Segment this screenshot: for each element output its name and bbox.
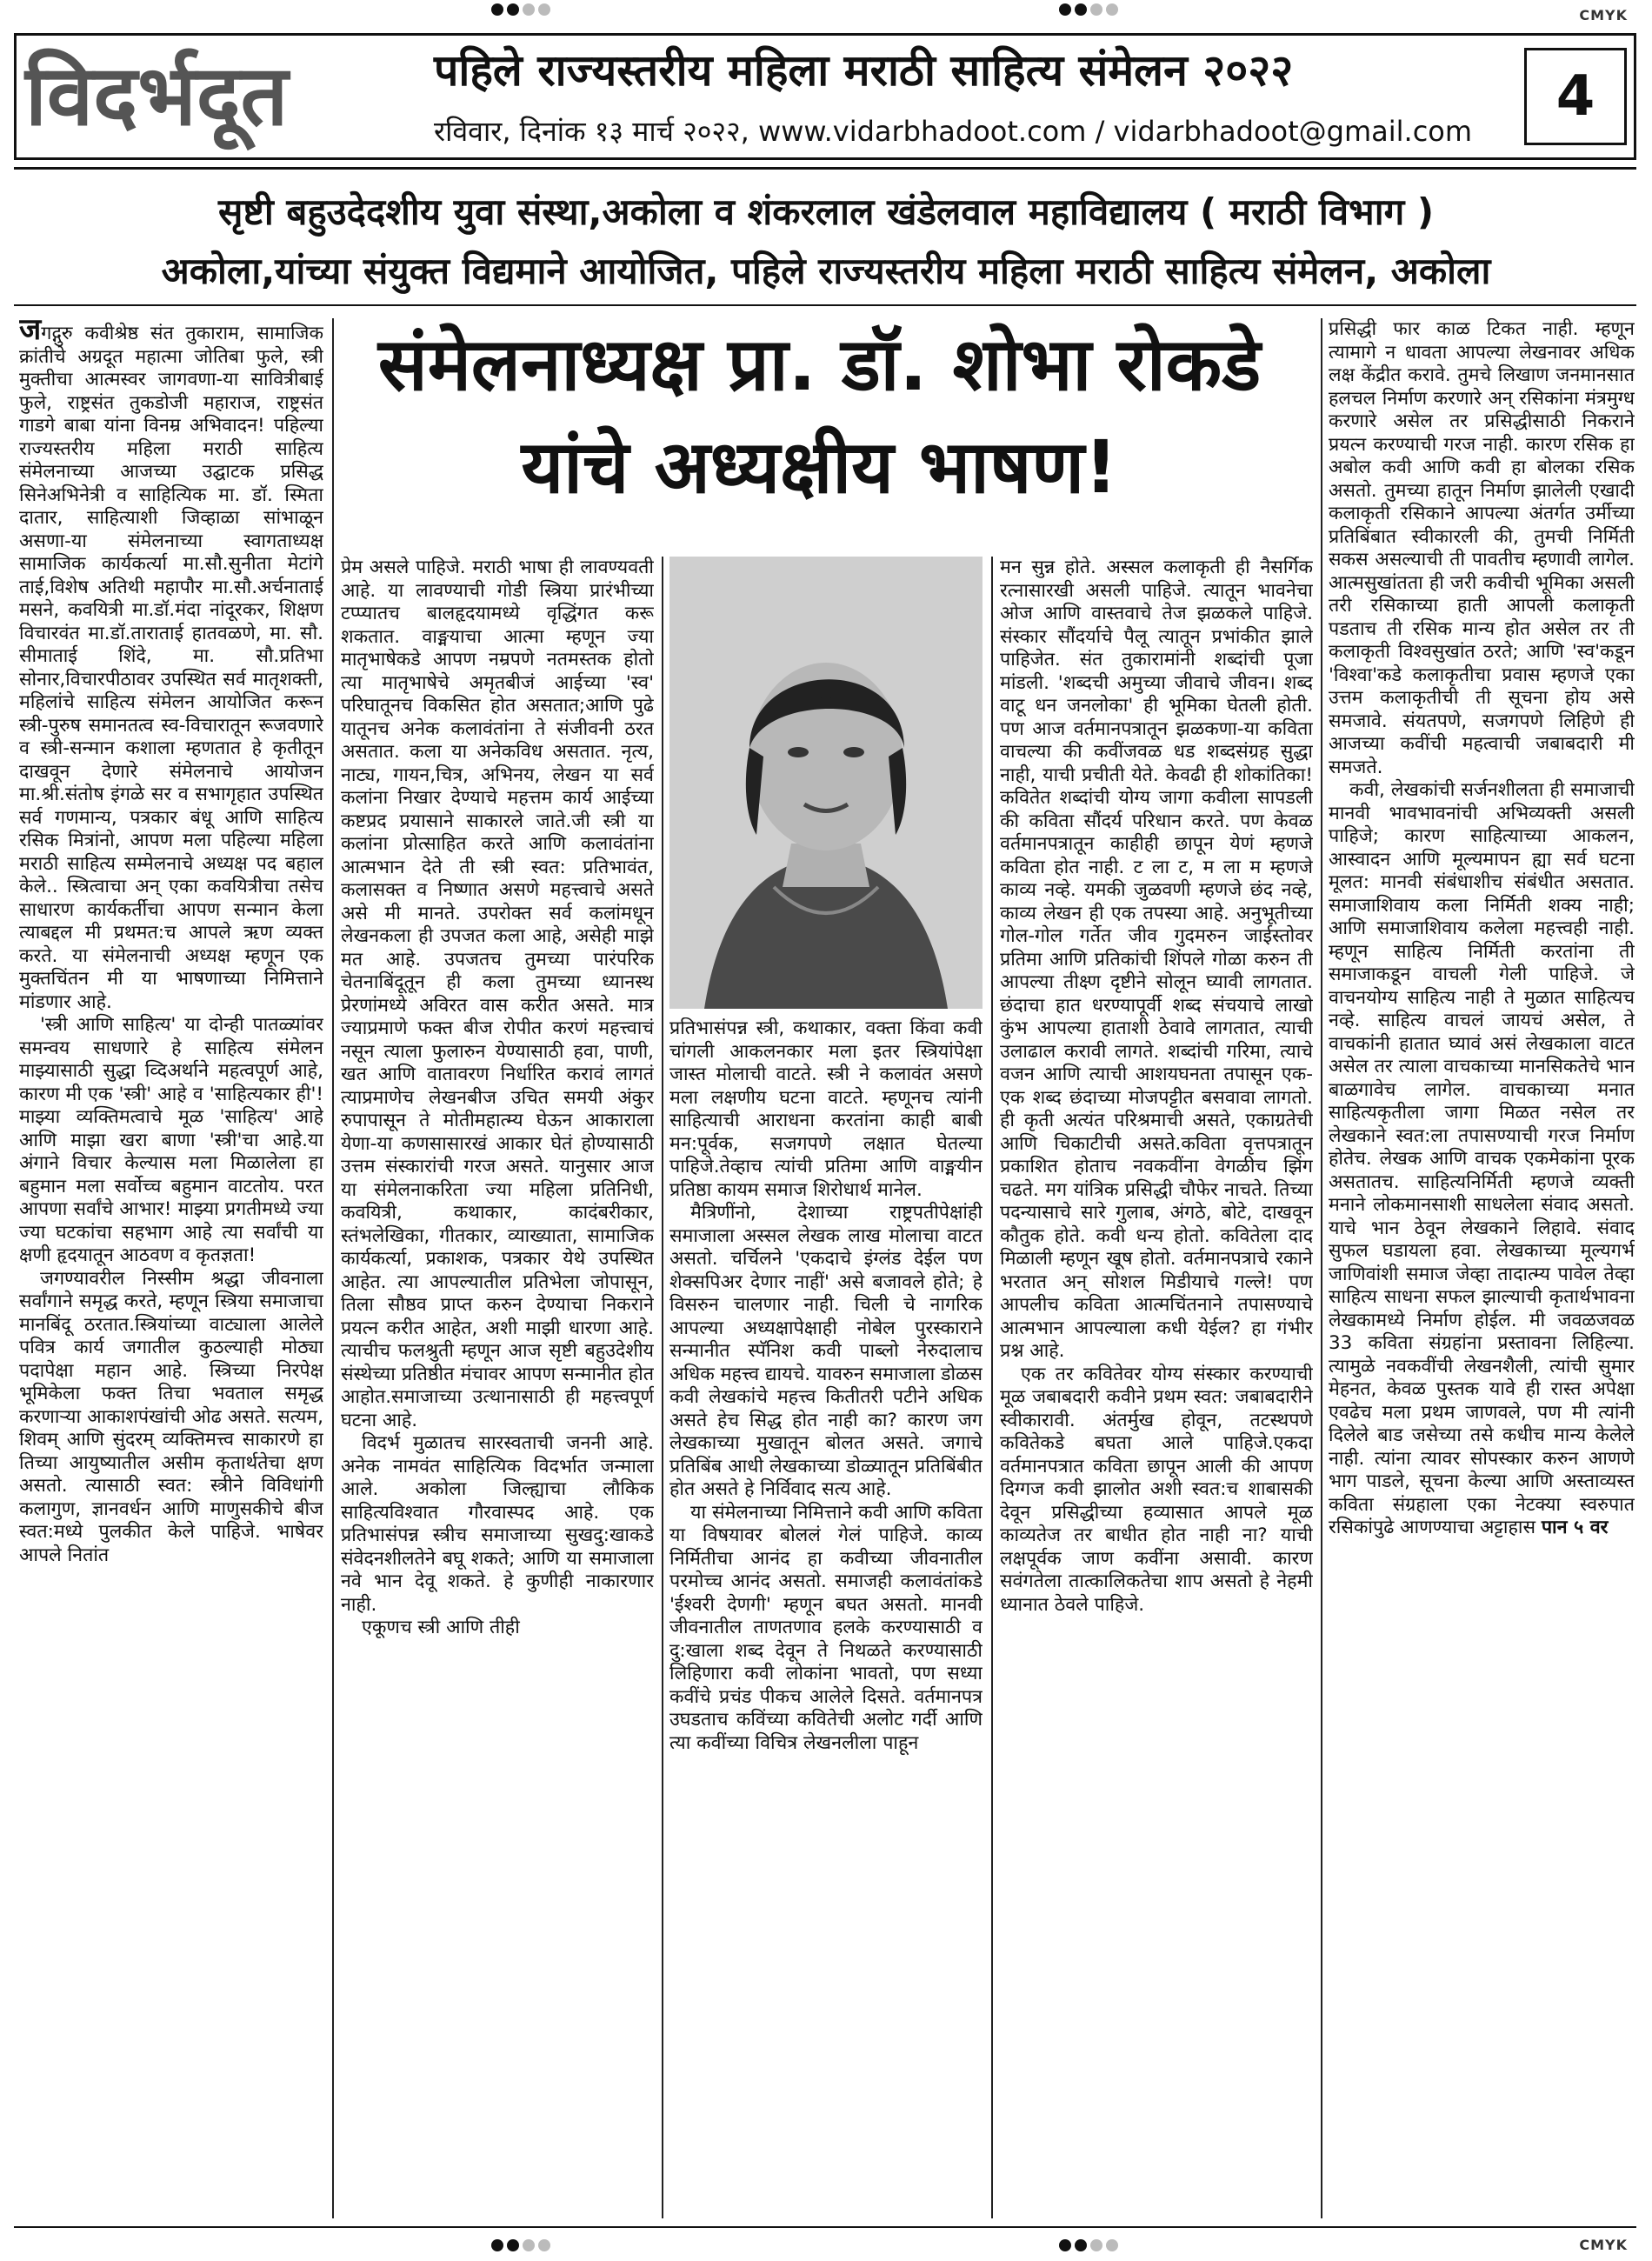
registration-mark-top-right: [1059, 3, 1118, 16]
edition-title: पहिले राज्यस्तरीय महिला मराठी साहित्य संमेलन २०२२: [434, 45, 1294, 96]
portrait-photo: [669, 557, 983, 1009]
headline: [326, 313, 1313, 518]
headline-line-1: संमेलनाध्यक्ष प्रा. डॉ. शोभा रोकडे: [377, 322, 1262, 407]
newspaper-name: विदर्भदूत: [25, 47, 289, 144]
article-paragraph: 'स्त्री आणि साहित्य' या दोन्ही पातळ्यांवर समन्वय साधणारे हे साहित्य संमेलन माझ्यासाठी सुद्धा व्दिअर्थाने महत्वपूर्ण आहे, कारण मी एक 'स्त्री' आहे व 'साहित्यकार ही'! माझ्या व्यक्तिमत्वाचे मूळ 'साहित्य' आहे आणि माझा खरा बाणा 'स्त्री'चा आहे.या अंगाने विचार केल्यास मला मिळालेला हा बहुमान मला सर्वोच्च बहुमान वाटतोय. परत आपणा सर्वांचे आभार! माझ्या प्रगतीमध्ये ज्या ज्या घटकांचा सहभाग आहे त्या सर्वांची या क्षणी हृदयातून आठवण व कृतज्ञता!: [19, 1014, 323, 1266]
article-column-4: [1000, 557, 1313, 2218]
masthead: [14, 33, 1636, 160]
registration-mark-bottom-left: [491, 2239, 550, 2251]
column-rule: [662, 557, 663, 2218]
article-column-3: [669, 1017, 983, 2218]
organizer-line-2: अकोला,यांच्या संयुक्त विद्यमाने आयोजित, पहिले राज्यस्तरीय महिला मराठी साहित्य संमेलन, अकोला: [161, 250, 1491, 292]
organizer-line-1: सृष्टी बहुउदेदशीय युवा संस्था,अकोला व शंकरलाल खंडेलवाल महाविद्यालय ( मराठी विभाग ): [217, 190, 1435, 233]
article-paragraph: या संमेलनाच्या निमित्ताने कवी आणि कविता या विषयावर बोललं गेलं पाहिजे. काव्य निर्मितीचा आनंद हा कवीच्या जीवनातील परमोच्च आनंद असतो. समाजही कलावंतांकडे 'ईश्वरी देणगी' म्हणून बघत असतो. मानवी जीवनातील ताणतणाव हलके करण्यासाठी व दु:खाला शब्द देवून ते निथळते करण्यासाठी लिहिणारा कवी लोकांना भावतो, पण सध्या कवींचे प्रचंड पीकच आलेले दिसते. वर्तमानपत्र उघडताच कविंच्या कवितेची अलोट गर्दी आणि त्या कवींच्या विचित्र लेखनलीला पाहून: [669, 1501, 983, 1754]
column-rule: [332, 318, 334, 2218]
article-column-2: [341, 557, 654, 2218]
article-column-5: [1329, 318, 1635, 2218]
article-paragraph: एकूणच स्त्री आणि तीही: [362, 1617, 520, 1638]
article-paragraph: जगण्यावरील निस्सीम श्रद्धा जीवनाला सर्वांगाने समृद्ध करते, म्हणून स्त्रिया समाजाचा मानबिंदू ठरतात.स्त्रियांच्या वाट्याला आलेले पवित्र कार्य जगातील कुठल्याही मोठ्या पदापेक्षा महान आहे. स्त्रिच्या निरपेक्ष भूमिकेला फक्त तिचा भवताल समृद्ध करणाऱ्या आकाशपंखांची ओढ असते. सत्यम, शिवम् आणि सुंदरम् व्यक्तिमत्त्व साकारणे हा तिच्या आयुष्यातील असीम कृतार्थतेचा क्षण असतो. त्यासाठी स्वत: स्त्रीने विविधांगी कलागुण, ज्ञानवर्धन आणि माणुसकीचे बीज स्वत:मध्ये पुलकीत केले पाहिजे. भाषेवर आपले नितांत: [19, 1267, 323, 1566]
article-paragraph-text: गद्गुरु कवीश्रेष्ठ संत तुकाराम, सामाजिक क्रांतीचे अग्रदूत महात्मा जोतिबा फुले, स्त्री मुक्तीचा आत्मस्वर जागवणा-या सावित्रीबाई फुले, राष्ट्रसंत तुकडोजी महाराज, राष्ट्रसंत गाडगे बाबा यांना विनम्र अभिवादन! पहिल्या राज्यस्तरीय महिला मराठी साहित्य संमेलनाच्या आजच्या उद्घाटक प्रसिद्ध सिनेअभिनेत्री व साहित्यिक मा. डॉ. स्मिता दातार, साहित्याशी जिव्हाळा सांभाळून असणा-या संमेलनाच्या स्वागताध्यक्ष सामाजिक कार्यकर्त्या मा.सौ.सुनीता मेटांगे ताई,विशेष अतिथी महापौर मा.सौ.अर्चनाताई मसने, कवयित्री मा.डॉ.मंदा नांदूरकर, शिक्षण विचारवंत मा.डॉ.ताराताई हातवळणे, मा. सौ. सीमाताई शिंदे, मा. सौ.प्रतिभा सोनार,विचारपीठावर उपस्थित सर्व मातृशक्ती, महिलांचे साहित्य संमेलन आयोजित करून स्त्री-पुरुष समानतत्व स्व-विचारातून रूजवणारे व स्त्री-सन्मान कशाला म्हणतात हे कृतीतून दाखवून देणारे संमेलनाचे आयोजन मा.श्री.संतोष इंगळे सर व सभागृहात उपस्थित सर्व गणमान्य, पत्रकार बंधू आणि साहित्य रसिक मित्रांनो, आपण मला पहिल्या महिला मराठी साहित्य सम्मेलनाचे अध्यक्ष पद बहाल केले.. स्त्रित्वाचा अन् एका कवयित्रीचा तसेच साधारण कार्यकर्तीचा आपण सन्मान केला त्याबद्दल मी प्रथमत:च आपले ऋण व्यक्त करते. या संमेलनाची अध्यक्ष म्हणून एक मुक्तचिंतन मी या भाषणाच्या निमित्ताने मांडणार आहे.: [19, 323, 323, 1013]
bottom-divider: [14, 2226, 1636, 2228]
registration-mark-top-left: [491, 3, 550, 16]
article-column-1: [19, 318, 323, 2218]
article-paragraph: मन सुन्न होते. अस्सल कलाकृती ही नैसर्गिक रत्नासारखी असली पाहिजे. त्यातून भावनेचा ओज आणि वास्तवाचे तेज झळकले पाहिजे. संस्कार सौंदर्याचे पैलू त्यातून प्रभांकीत झाले पाहिजेत. संत तुकारामांनी शब्दांची पूजा मांडली. 'शब्दची अमुच्या जीवाचे जीवन। शब्द वाटू धन जनलोका' ही भूमिका घेतली होती. पण आज वर्तमानपत्रातून झळकणा-या कविता वाचल्या की कवींजवळ धड शब्दसंग्रह सुद्धा नाही, याची प्रचीती येते. केवढी ही शोकांतिका! कवितेत शब्दांची योग्य जागा कवीला सापडली की कविता सौंदर्य परिधान करते. पण केवळ वर्तमानपत्रातून काहीही छापून येणं म्हणजे कविता होत नाही. ट ला ट, म ला म म्हणजे काव्य नव्हे. यमकी जुळवणी म्हणजे छंद नव्हे, काव्य लेखन ही एक तपस्या आहे. अनुभूतीच्या गोल-गोल गर्तेत जीव गुदमरुन जाईस्तोवर प्रतिमा आणि प्रतिकांची शिंपले गोळा करुन ती आपल्या तीक्ष्ण दृष्टीने सोलून घ्यावी लागतात. छंदाचा हात धरण्यापूर्वी शब्द संचयाचे लाखो कुंभ आपल्या हाताशी ठेवावे लागतात, त्याची उलाढाल करावी लागते. शब्दांची गरिमा, त्याचे वजन आणि त्याची आशयघनता तपासून एक-एक शब्द छंदाच्या मोजपट्टीत बसवावा लागतो. ही कृती अत्यंत परिश्रमाची असते, एकाग्रतेची आणि चिकाटीची असते.कविता वृत्तपत्रातून प्रकाशित होताच नवकवींना वेगळीच झिंग चढते. मग यांत्रिक प्रसिद्धी चौफेर नाचते. तिच्या पदन्यासाचे सारे गुलाब, अंगठे, बोटे, दाखवून कौतुक होते. कवी धन्य होतो. कवितेला दाद मिळाली म्हणून खूष होतो. वर्तमानपत्राचे रकाने भरतात अन् सोशल मिडीयाचे गल्ले! पण आपलीच कविता आत्मचिंतनाने तपासण्याचे आत्मभान आपल्याला कधी येईल? हा गंभीर प्रश्न आहे.: [1000, 557, 1313, 1362]
portrait-photo-icon: [669, 557, 983, 1009]
article-paragraph: एक तर कवितेवर योग्य संस्कार करण्याची मूळ जबाबदारी कवीने प्रथम स्वत: जबाबदारीने स्वीकारावी. अंतर्मुख होवून, तटस्थपणे कवितेकडे बघता आले पाहिजे.एकदा वर्तमानपत्रात कविता छापून आली की आपण दिग्गज कवी झालोत अशी स्वत:च शाबासकी देवून प्रसिद्धीच्या हव्यासात आपले मूळ काव्यतेज तर बाधीत होत नाही ना? याची लक्षपूर्वक जाण कवींना असावी. कारण सवंगतेला तात्कालिकतेचा शाप असतो हे नेहमी ध्यानात ठेवले पाहिजे.: [1000, 1363, 1313, 1616]
drop-cap: ज: [19, 318, 42, 347]
cmyk-mark-bottom: CMYK: [1579, 2237, 1628, 2253]
article-paragraph: प्रेम असले पाहिजे. मराठी भाषा ही लावण्यवती आहे. या लावण्याची गोडी स्त्रिया प्रारंभीच्या टप्प्यातच बालहृदयामध्ये वृद्धिंगत करू शकतात. वाङ्मयाचा आत्मा म्हणून ज्या मातृभाषेकडे आपण नम्रपणे नतमस्तक होतो त्या मातृभाषेचे अमृतबीजं आईच्या 'स्व' परिघातूनच विकसित होत असतात;आणि पुढे यातूनच अनेक कलावंतांना ते संजीवनी ठरत असतात. कला या अनेकविध असतात. नृत्य, नाट्य, गायन,चित्र, अभिनय, लेखन या सर्व कलांना निखार देण्याचे महत्तम कार्य आईच्या कष्टप्रद प्रयासाने साकारले जाते.जी स्त्री या कलांना प्रोत्साहित करते आणि कलावंतांना आत्मभान देते ती स्त्री स्वत: प्रतिभावंत, कलासक्त व निष्णात असणे महत्त्वाचे असते असे मी मानते. उपरोक्त सर्व कलांमधून लेखनकला ही उपजत कला आहे, असेही माझे मत आहे. उपजतच तुमच्या पारंपरिक चेतनाबिंदूतून ही कला तुमच्या ध्यानस्थ प्रेरणांमध्ये अविरत वास करीत असते. मात्र ज्याप्रमाणे फक्त बीज रोपीत करणं महत्त्वाचं नसून त्याला फुलारुन येण्यासाठी हवा, पाणी, खत आणि वातावरण निर्धारित करावं लागतं त्याप्रमाणेच लेखनबीज उचित समयी अंकुर रुपापासून ते मोतीमहात्म्य घेऊन आकाराला येणा-या कणसासारखं आकार घेतं होण्यासाठी उत्तम संस्कारांची गरज असते. यानुसार आज या संमेलनाकरिता ज्या महिला प्रतिनिधी, कवयित्री, कथाकार, कादंबरीकार, स्तंभलेखिका, गीतकार, व्याख्याता, सामाजिक कार्यकर्त्या, प्रकाशक, पत्रकार येथे उपस्थित आहेत. त्या आपल्यातील प्रतिभेला जोपासून, तिला सौष्ठव प्राप्त करुन देण्याचा निकराने प्रयत्न करीत आहेत, अशी माझी धारणा आहे. त्याचीच फलश्रुती म्हणून आज सृष्टी बहुउदेशीय संस्थेच्या प्रतिष्ठीत मंचावर आपण सन्मानीत होत आहोत.समाजाच्या उत्थानासाठी ही महत्त्वपूर्ण घटना आहे.: [341, 557, 654, 1431]
column-rule: [991, 557, 993, 2218]
continued-on-page: पान ५ वर: [1541, 1517, 1609, 1538]
cmyk-mark-top: CMYK: [1579, 7, 1628, 23]
article-paragraph: विदर्भ मुळातच सारस्वताची जननी आहे. अनेक नामवंत साहित्यिक विदर्भात जन्माला आले. अकोला जिल्ह्याचा लौकिक साहित्यविश्वात गौरवास्पद आहे. एक प्रतिभासंपन्न स्त्रीच समाजाच्या सुखदु:खाकडे संवेदनशीलतेने बघू शकते; आणि या समाजाला नवे भान देवू शकते. हे कुणीही नाकारणार नाही.: [341, 1432, 654, 1616]
registration-mark-bottom-right: [1059, 2239, 1118, 2251]
headline-line-2: यांचे अध्यक्षीय भाषण!: [521, 424, 1118, 510]
divider: [14, 304, 1636, 306]
article-paragraph-text: कवी, लेखकांची सर्जनशीलता ही समाजाची मानवी भावभावनांची अभिव्यक्ती असली पाहिजे; कारण साहित्याच्या आकलन, आस्वादन आणि मूल्यमापन ह्या सर्व घटना मूलत: मानवी संबंधाशीच संबंधीत असतात. समाजाशिवाय कला निर्मिती शक्य नाही; आणि समाजाशिवाय कलेला महत्त्वही नाही. म्हणून साहित्य निर्मिती करतांना ती समाजाकडून वाचली गेली पाहिजे. जे वाचनयोग्य साहित्य नाही ते मुळात साहित्यच नव्हे. साहित्य वाचलं जायचं असेल, ते वाचकांनी हातात घ्यावं असं लेखकाला वाटत असेल तर त्याला वाचकाच्या मानसिकतेचे भान बाळगावेच लागेल. वाचकाच्या मनात साहित्यकृतीला जागा मिळत नसेल तर लेखकाने स्वत:ला तपासण्याची गरज निर्माण होतेच. लेखक आणि वाचक एकमेकांना पूरक असतातच. साहित्यनिर्मिती म्हणजे व्यक्ती मनाने लोकमानसाशी साधलेला संवाद असतो. याचे भान ठेवून लेखकाने लिहावे. संवाद सुफल घडायला हवा. लेखकाच्या मूल्यगर्भ जाणिवांशी समाज जेव्हा तादात्म्य पावेल तेव्हा साहित्य साधना सफल झाल्याची कृतार्थभावना लेखकामध्ये निर्माण होईल. मी जवळजवळ 33 कविता संग्रहांना प्रस्तावना लिहिल्या. त्यामुळे नवकवींची लेखनशैली, त्यांची सुमार मेहनत, केवळ पुस्तक यावे ही रास्त अपेक्षा एवढेच मला प्रथम जाणवले, पण मी त्यांनी दिलेले बाड जसेच्या तसे कधीच मान्य केलेले नाही. त्यांना त्यावर सोपस्कार करुन आणणे भाग पाडले, सूचना केल्या आणि अस्ताव्यस्त कविता संग्रहाला एका नेटक्या स्वरुपात रसिकांपुढे आणण्याचा अट्टाहास: [1329, 779, 1635, 1538]
article-paragraph: प्रसिद्धी फार काळ टिकत नाही. म्हणून त्यामागे न धावता आपल्या लेखनावर अधिक लक्ष केंद्रीत करावे. तुमचे लिखाण जनमानसात हलचल निर्माण करणारे अन् रसिकांना मंत्रमुग्ध करणारे असेल तर प्रसिद्धीसाठी निकराने प्रयत्न करण्याची गरज नाही. कारण रसिक हा अबोल कवी आणि कवी हा बोलका रसिक असतो. तुमच्या हातून निर्माण झालेली एखादी कलाकृती रसिकाने आपल्या अंतर्गत उर्मीच्या प्रतिबिंबात स्वीकारली की, तुमची निर्मिती सकस असल्याची ती पावतीच म्हणावी लागेल. आत्मसुखांतता ही जरी कवीची भूमिका असली तरी रसिकाच्या हाती आपली कलाकृती पडताच ती रसिक मान्य होत असेल तर ती कलाकृती विश्वसुखांत ठरते; आणि 'स्व'कडून 'विश्वा'कडे कलाकृतीचा प्रवास म्हणजे एका उत्तम कलाकृतीची ती सूचना होय असे समजावे. संयतपणे, सजगपणे लिहिणे ही आजच्या कवींची महत्वाची जबाबदारी मी समजते.: [1329, 318, 1635, 778]
dateline: रविवार, दिनांक १३ मार्च २०२२, www.vidarbhadoot.com / vidarbhadoot@gmail.com: [434, 115, 1473, 148]
column-rule: [1321, 318, 1322, 2218]
page-number: 4: [1524, 48, 1627, 145]
article-paragraph: प्रतिभासंपन्न स्त्री, कथाकार, वक्ता किंवा कवी चांगली आकलनकार मला इतर स्त्रियांपेक्षा जास्त मोलाची वाटते. स्त्री ने कलावंत असणे मला लक्षणीय घटना वाटते. म्हणूनच त्यांनी साहित्याची आराधना करतांना काही बाबी मन:पूर्वक, सजगपणे लक्षात घेतल्या पाहिजे.तेव्हाच त्यांची प्रतिमा आणि वाङ्मयीन प्रतिष्ठा कायम समाज शिरोधार्थ मानेल.: [669, 1017, 983, 1201]
article-paragraph: [1329, 779, 1635, 1540]
article-paragraph: [19, 318, 323, 1014]
divider: [14, 167, 1636, 170]
article-paragraph: मैत्रिणींनो, देशाच्या राष्ट्रपतीपेक्षांही समाजाला अस्सल लेखक लाख मोलाचा वाटत असतो. चर्चिलने 'एकदाचे इंग्लंड देईल पण शेक्सपिअर देणार नाहीं' असे बजावले होते; हे विसरुन चालणार नाही. चिली चे नागरिक आपल्या अध्यक्षापेक्षाही नोबेल पुरस्काराने सन्मानीत स्पॅनिश कवी पाब्लो नेरुदालाच अधिक महत्त्व द्यायचे. यावरुन समाजाला डोळस कवी लेखकांचे महत्त्व कितीतरी पटीने अधिक असते हेच सिद्ध होत नाही का? कारण जग लेखकाच्या मुखातून बोलत असते. जगाचे प्रतिबिंब आधी लेखकाच्या डोळ्यातून प्रतिबिंबीत होत असते हे निर्विवाद सत्य आहे.: [669, 1202, 983, 1500]
